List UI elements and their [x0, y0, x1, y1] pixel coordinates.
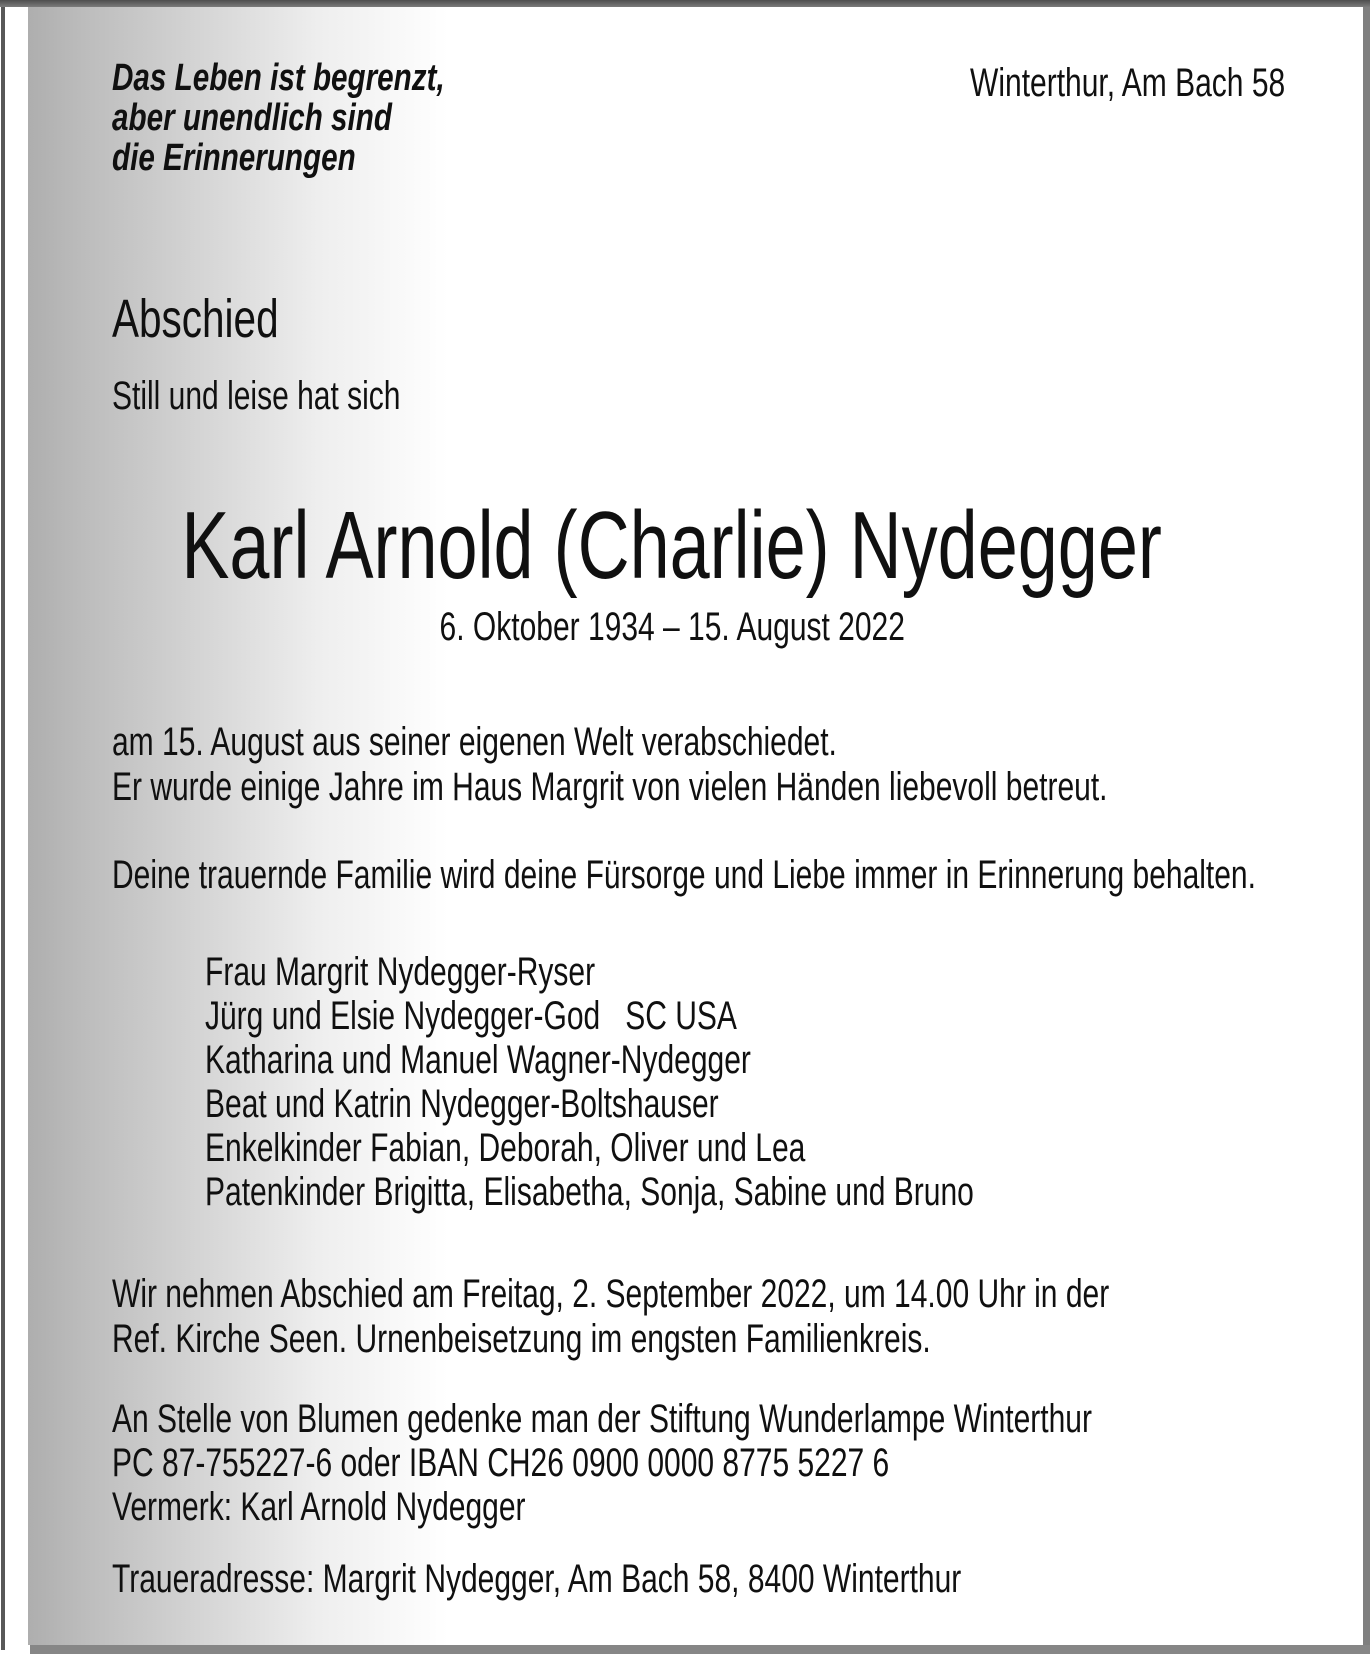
donation-info-line: PC 87-755227-6 oder IBAN CH26 0900 0000 8775 5227 6 — [112, 1441, 890, 1485]
family-member-line: Patenkinder Brigitta, Elisabetha, Sonja, Sabine und Bruno — [205, 1170, 974, 1214]
service-info — [112, 1272, 1370, 1362]
epigraph-line: aber unendlich sind — [112, 97, 392, 139]
epigraph — [112, 58, 539, 178]
family-member-line: Frau Margrit Nydegger-Ryser — [205, 950, 596, 994]
family-member-line: Beat und Katrin Nydegger-Boltshauser — [205, 1082, 719, 1126]
scan-border-top — [0, 0, 1370, 7]
announcement-paragraph — [112, 720, 1370, 810]
notice-heading: Abschied — [112, 289, 279, 349]
remembrance-paragraph: Deine trauernde Familie wird deine Fürsorge und Liebe immer in Erinnerung behalten. — [112, 853, 1256, 897]
donation-info-line: Vermerk: Karl Arnold Nydegger — [112, 1485, 526, 1529]
scan-border-left — [1, 7, 5, 1650]
scan-border-bottom — [30, 1645, 1370, 1654]
family-member-line: Jürg und Elsie Nydegger-God SC USA — [205, 994, 737, 1038]
donation-info — [112, 1397, 1370, 1529]
deceased-name: Karl Arnold (Charlie) Nydegger — [181, 492, 1163, 599]
place-dateline: Winterthur, Am Bach 58 — [969, 61, 1285, 105]
service-info-line: Ref. Kirche Seen. Urnenbeisetzung im engsten Familienkreis. — [112, 1317, 931, 1361]
family-member-line: Enkelkinder Fabian, Deborah, Oliver und Lea — [205, 1126, 806, 1170]
life-dates: 6. Oktober 1934 – 15. August 2022 — [439, 605, 905, 649]
obituary-page — [28, 7, 1363, 1645]
family-list — [205, 950, 1230, 1214]
epigraph-line: die Erinnerungen — [112, 137, 356, 179]
family-member-line: Katharina und Manuel Wagner-Nydegger — [205, 1038, 751, 1082]
donation-info-line: An Stelle von Blumen gedenke man der Stiftung Wunderlampe Winterthur — [112, 1397, 1092, 1441]
announcement-line: am 15. August aus seiner eigenen Welt verabschiedet. — [112, 720, 837, 764]
service-info-line: Wir nehmen Abschied am Freitag, 2. September 2022, um 14.00 Uhr in der — [112, 1272, 1110, 1316]
intro-line: Still und leise hat sich — [112, 374, 401, 418]
announcement-line: Er wurde einige Jahre im Haus Margrit von vielen Händen liebevoll betreut. — [112, 765, 1108, 809]
epigraph-line: Das Leben ist begrenzt, — [112, 57, 445, 99]
mourning-address: Traueradresse: Margrit Nydegger, Am Bach 58, 8400 Winterthur — [112, 1557, 962, 1601]
